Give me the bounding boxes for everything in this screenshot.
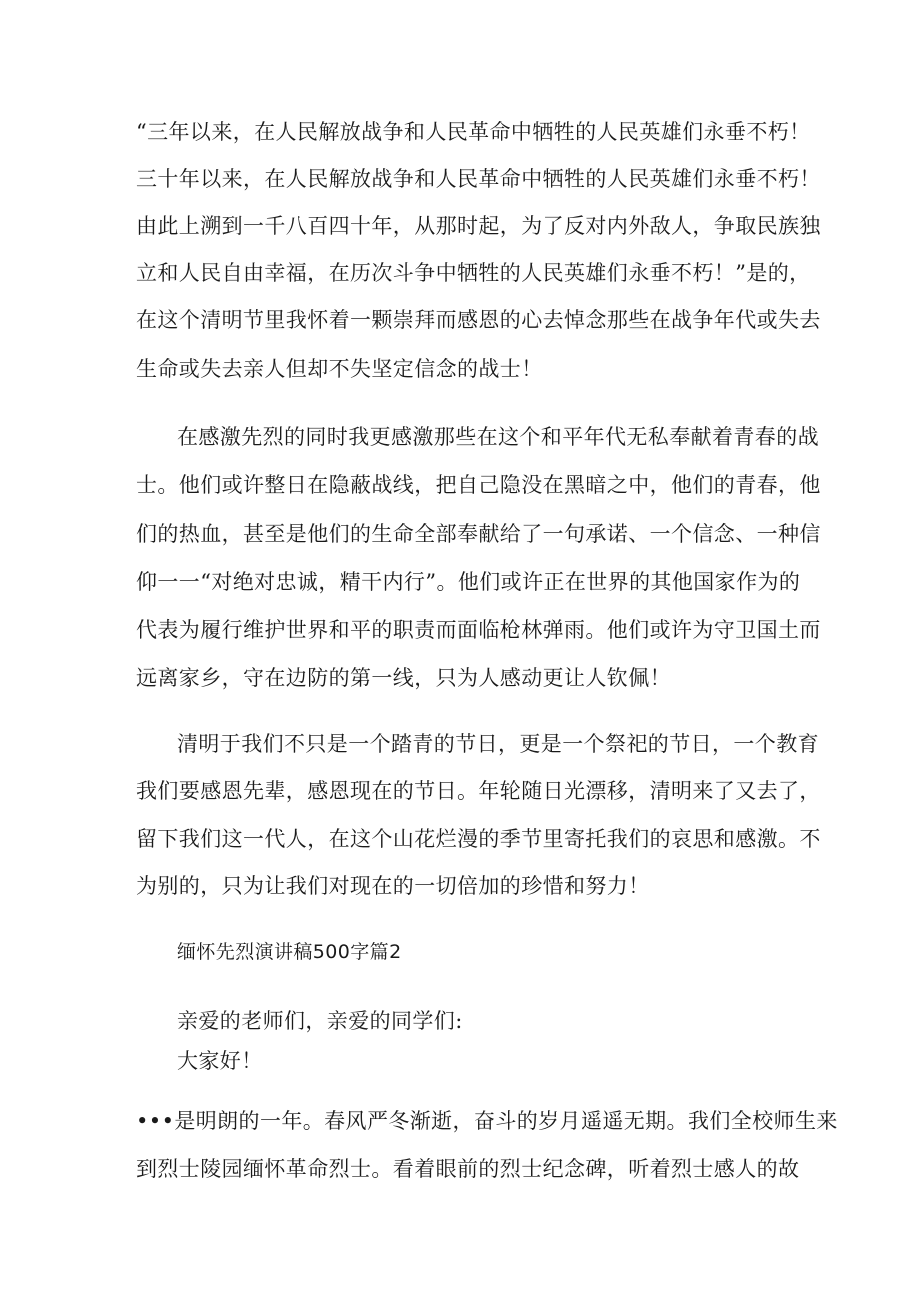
paragraph-2-line-1: 在感激先烈的同时我更感激那些在这个和平年代无私奉献着青春的战 bbox=[177, 425, 819, 449]
paragraph-1-line-1: “三年以来，在人民解放战争和人民革命中牺牲的人民英雄们永垂不朽！ bbox=[136, 120, 811, 144]
paragraph-2-line-2: 士。他们或许整日在隐蔽战线，把自己隐没在黑暗之中，他们的青春，他 bbox=[136, 473, 821, 497]
paragraph-1-line-5: 在这个清明节里我怀着一颗崇拜而感恩的心去悼念那些在战争年代或失去 bbox=[136, 308, 821, 332]
paragraph-2-line-6: 远离家乡，守在边防的第一线，只为人感动更让人钦佩！ bbox=[136, 666, 671, 690]
section-heading: 缅怀先烈演讲稿500字篇2 bbox=[177, 941, 402, 963]
greeting: 亲爱的老师们，亲爱的同学们: bbox=[177, 1009, 463, 1033]
paragraph-3-line-2: 我们要感恩先辈，感恩现在的节日。年轮随日光漂移，清明来了又去了， bbox=[136, 779, 821, 803]
paragraph-4-line-2: 到烈士陵园缅怀革命烈士。看着眼前的烈士纪念碑，听着烈士感人的故 bbox=[136, 1157, 800, 1181]
paragraph-1-line-2: 三十年以来，在人民解放战争和人民革命中牺牲的人民英雄们永垂不朽！ bbox=[136, 167, 821, 191]
paragraph-3-line-1: 清明于我们不只是一个踏青的节日，更是一个祭祀的节日，一个教育 bbox=[177, 732, 819, 756]
paragraph-1-line-3: 由此上溯到一千八百四十年，从那时起，为了反对内外敌人，争取民族独 bbox=[136, 214, 821, 238]
paragraph-2-line-3: 们的热血，甚至是他们的生命全部奉献给了一句承诺、一个信念、一种信 bbox=[136, 522, 821, 546]
paragraph-3-line-3: 留下我们这一代人，在这个山花烂漫的季节里寄托我们的哀思和感激。不 bbox=[136, 827, 821, 851]
paragraph-3-line-4: 为别的，只为让我们对现在的一切倍加的珍惜和努力！ bbox=[136, 874, 650, 898]
paragraph-2-line-4: 仰一一“对绝对忠诚，精干内行”。他们或许正在世界的其他国家作为的 bbox=[136, 570, 801, 594]
paragraph-1-line-6: 生命或失去亲人但却不失坚定信念的战士！ bbox=[136, 357, 543, 381]
hello: 大家好！ bbox=[177, 1049, 263, 1073]
paragraph-4-line-1: •••是明朗的一年。春风严冬渐逝，奋斗的岁月遥遥无期。我们全校师生来 bbox=[136, 1109, 838, 1133]
paragraph-1-line-4: 立和人民自由幸福，在历次斗争中牺牲的人民英雄们永垂不朽！”是的， bbox=[136, 261, 811, 285]
paragraph-2-line-5: 代表为履行维护世界和平的职责而面临枪林弹雨。他们或许为守卫国土而 bbox=[136, 618, 821, 642]
